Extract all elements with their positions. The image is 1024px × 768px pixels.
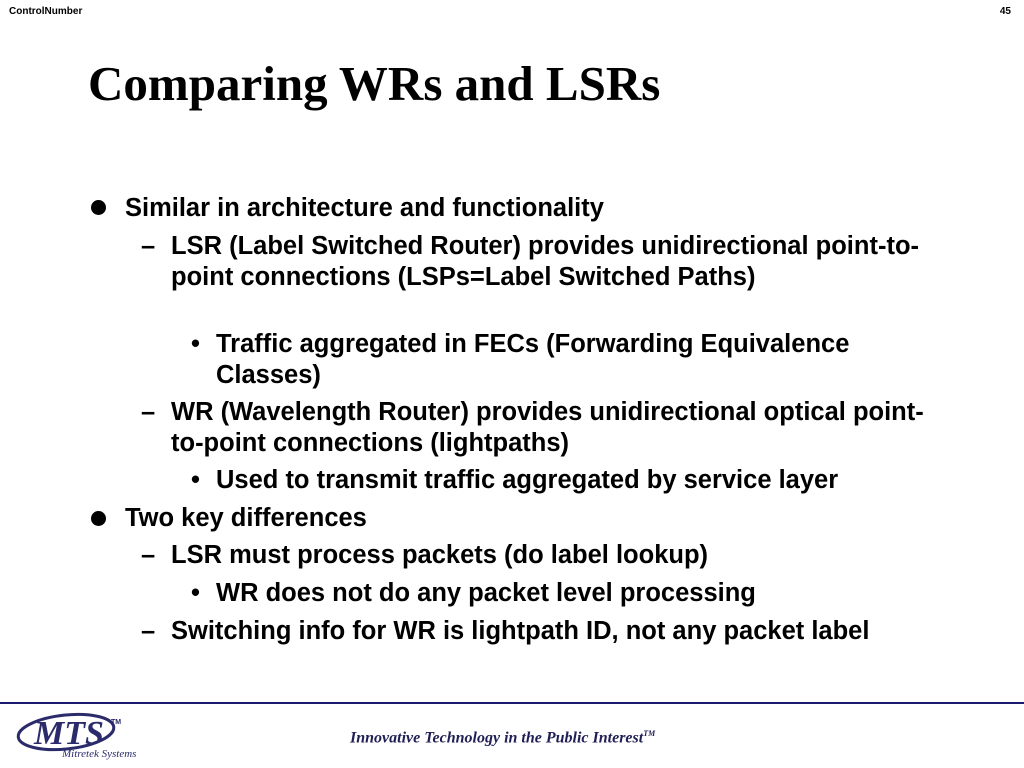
bullet-dot — [91, 200, 106, 215]
tagline-trademark: TM — [643, 729, 656, 738]
bullet-level2: LSR (Label Switched Router) provides unidirectional point-to-point connections (LSPs=Label Switched Paths) — [171, 232, 920, 291]
mts-logo-icon — [14, 710, 164, 762]
bullet-level3: Traffic aggregated in FECs (Forwarding Equivalence Classes) — [216, 330, 850, 389]
svg-text:TM: TM — [111, 719, 122, 726]
bullet-level2: WR (Wavelength Router) provides unidirectional optical point-to-point connections (lightpaths) — [171, 398, 924, 457]
bullet-level2: LSR must process packets (do label lookup) — [171, 541, 709, 569]
tagline-text: Innovative Technology in the Public Interest — [350, 729, 644, 747]
footer-tagline — [350, 729, 655, 747]
header-control-number: ControlNumber — [9, 6, 83, 17]
bullet-level2: Switching info for WR is lightpath ID, not any packet label — [171, 617, 870, 645]
mitretek-logo — [14, 710, 164, 762]
dash-marker: – — [141, 541, 156, 569]
slide-title: Comparing WRs and LSRs — [88, 56, 661, 111]
bullet-level1: Similar in architecture and functionality — [125, 194, 604, 222]
svg-text:MTS: MTS — [34, 715, 104, 752]
dash-marker: – — [141, 398, 156, 426]
svg-text:Mitretek Systems: Mitretek Systems — [62, 748, 137, 760]
slide-number: 45 — [999, 6, 1011, 17]
small-bullet-marker: • — [191, 330, 200, 358]
bullet-level3: WR does not do any packet level processing — [216, 579, 756, 607]
bullet-level1: Two key differences — [125, 504, 367, 532]
dash-marker: – — [141, 232, 156, 260]
dash-marker: – — [141, 617, 156, 645]
small-bullet-marker: • — [191, 579, 200, 607]
bullet-dot — [91, 511, 106, 526]
small-bullet-marker: • — [191, 466, 200, 494]
bullet-level3: Used to transmit traffic aggregated by service layer — [216, 466, 839, 494]
footer-divider — [0, 702, 1024, 704]
